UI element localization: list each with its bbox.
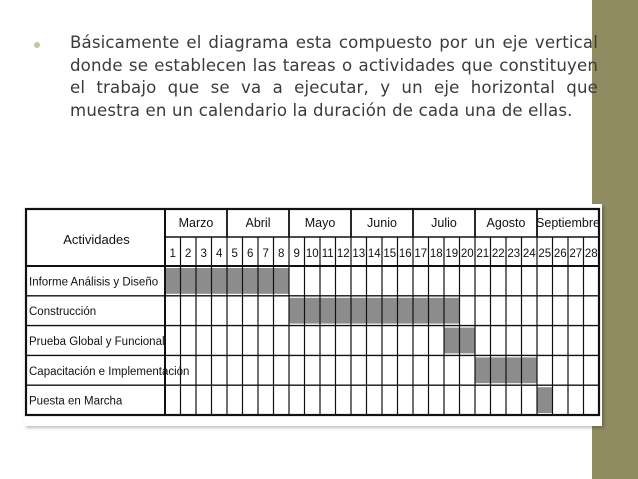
week-label: 20 — [460, 248, 474, 260]
week-label: 16 — [398, 248, 412, 260]
month-label: Marzo — [178, 216, 214, 230]
week-label: 18 — [429, 248, 443, 260]
week-label: 27 — [569, 248, 583, 260]
bullet-dot-icon — [34, 42, 40, 48]
week-label: 12 — [336, 248, 350, 260]
week-label: 28 — [584, 248, 598, 260]
week-label: 8 — [278, 248, 285, 260]
week-label: 4 — [216, 248, 223, 260]
week-label: 9 — [293, 248, 300, 260]
month-label: Abril — [245, 216, 271, 230]
task-label: Construcción — [29, 306, 97, 319]
week-label: 11 — [321, 248, 334, 260]
month-label: Septiembre — [536, 216, 600, 230]
task-label: Prueba Global y Funcional — [29, 336, 165, 348]
task-bar — [289, 298, 460, 324]
week-label: 6 — [247, 248, 254, 260]
gantt-chart — [24, 204, 602, 426]
week-label: 21 — [476, 248, 490, 260]
week-label: 10 — [305, 248, 319, 260]
week-label: 22 — [491, 248, 505, 260]
week-label: 13 — [352, 248, 366, 260]
week-label: 3 — [200, 248, 207, 260]
week-label: 19 — [445, 248, 459, 260]
week-label: 23 — [507, 248, 521, 260]
week-label: 7 — [262, 248, 269, 260]
week-label: 24 — [522, 248, 536, 260]
week-label: 15 — [383, 248, 397, 260]
week-label: 17 — [414, 248, 428, 260]
week-label: 1 — [169, 248, 176, 260]
task-bar — [537, 387, 553, 413]
header-label: Actividades — [63, 232, 130, 247]
month-label: Julio — [431, 216, 457, 230]
week-label: 25 — [538, 248, 552, 260]
week-label: 5 — [231, 248, 238, 260]
month-label: Mayo — [304, 216, 336, 230]
month-label: Agosto — [486, 216, 526, 230]
week-label: 14 — [367, 248, 381, 260]
week-label: 26 — [553, 248, 567, 260]
bullet-text: Básicamente el diagrama esta compuesto por un eje vertical donde se establecen las tareas o actividades que constituyen el trabajo que se va a ejecutar, y un eje horizontal que muestra en un calendario la duración de cada una de ellas. — [70, 33, 598, 120]
task-label: Puesta en Marcha — [29, 395, 123, 408]
week-label: 2 — [185, 248, 192, 260]
month-label: Junio — [367, 216, 397, 230]
gantt-svg — [24, 204, 602, 426]
task-label: Capacitación e Implementación — [29, 365, 190, 378]
task-label: Informe Análisis y Diseño — [29, 276, 159, 289]
